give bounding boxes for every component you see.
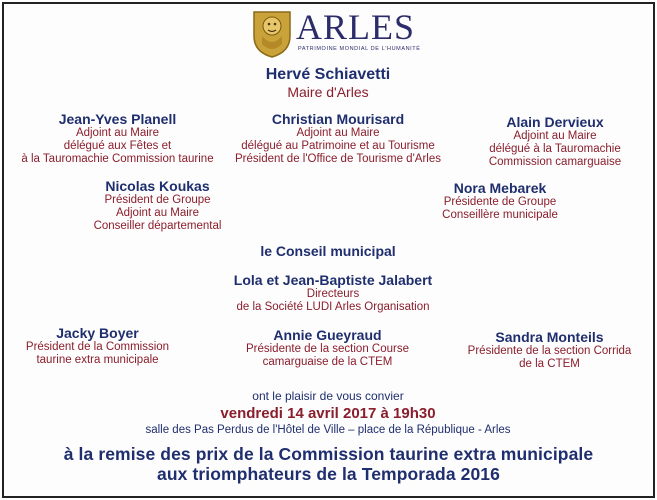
person-roles [452,345,647,371]
role-line: Adjoint au Maire [115,207,200,219]
person-name: Christian Mourisard [271,111,405,127]
role-line: Commission camarguaise [488,156,622,168]
person-name: Nora Mebarek [453,180,547,196]
role-line: de la Société LUDI Arles Organisation [236,301,430,313]
role-line: Président de Groupe [104,194,211,206]
arles-logo [250,6,420,60]
deputy-block [65,179,250,233]
role-line: Président de la Commission [25,341,170,353]
role-line: taurine extra municipale [36,354,159,366]
president-block [10,326,185,367]
headline-line-2: aux triomphateurs de la Temporada 2016 [157,464,500,484]
role-line: de la CTEM [519,358,580,370]
role-line: délégué au Patrimoine et au Tourisme [241,140,435,152]
person-roles [10,127,225,166]
role-line: Directeurs [306,288,360,300]
person-roles [10,341,185,367]
person-name: Jean-Yves Planell [58,111,177,127]
logo-subtitle: PATRIMOINE MONDIAL DE L'HUMANITÉ [298,46,421,52]
role-line: Président de l'Office de Tourisme d'Arles [235,153,441,165]
role-line: Présidente de la section Course [245,343,409,355]
event-date: vendredi 14 avril 2017 à 19h30 [220,405,436,422]
deputy-block [218,112,458,166]
lion-emblem-icon [250,6,294,58]
headline-line-1: à la remise des prix de la Commission taurine extra municipale [63,444,594,464]
invitation-intro: ont le plaisir de vous convier [252,389,404,403]
role-line: Conseiller départemental [93,220,222,232]
person-roles [65,194,250,233]
president-block [225,328,430,369]
role-line: camarguaise de la CTEM [262,356,393,368]
deputy-block [405,181,595,222]
person-name: Lola et Jean-Baptiste Jalabert [233,272,433,288]
logo-wordmark: ARLES [296,7,416,47]
mayor-title: Maire d'Arles [287,84,369,100]
person-roles [218,127,458,166]
role-line: Conseillère municipale [442,209,558,221]
role-line: Présidente de la section Corrida [467,345,632,357]
role-line: Présidente de Groupe [443,196,557,208]
person-name: Annie Gueyraud [273,327,382,343]
role-line: délégué à la Tauromachie [489,143,621,155]
role-line: délégué aux Fêtes et [63,140,172,152]
person-name: Alain Dervieux [506,114,604,130]
deputy-block [10,112,225,166]
role-line: Adjoint au Maire [296,127,380,139]
person-roles [225,343,430,369]
role-line: Adjoint au Maire [75,127,160,139]
person-name: Nicolas Koukas [105,178,210,194]
mayor-name: Hervé Schiavetti [265,66,391,83]
event-venue: salle des Pas Perdus de l'Hôtel de Ville – place de la République - Arles [145,424,511,436]
role-line: Adjoint au Maire [513,130,597,142]
president-block [452,330,647,371]
council-heading: le Conseil municipal [260,243,396,259]
person-roles [405,196,595,222]
person-name: Jacky Boyer [56,325,139,341]
directors-block [188,273,478,314]
role-line: à la Tauromachie Commission taurine [21,153,214,165]
person-roles [188,288,478,314]
deputy-block [465,115,645,169]
person-roles [465,130,645,169]
person-name: Sandra Monteils [495,329,604,345]
